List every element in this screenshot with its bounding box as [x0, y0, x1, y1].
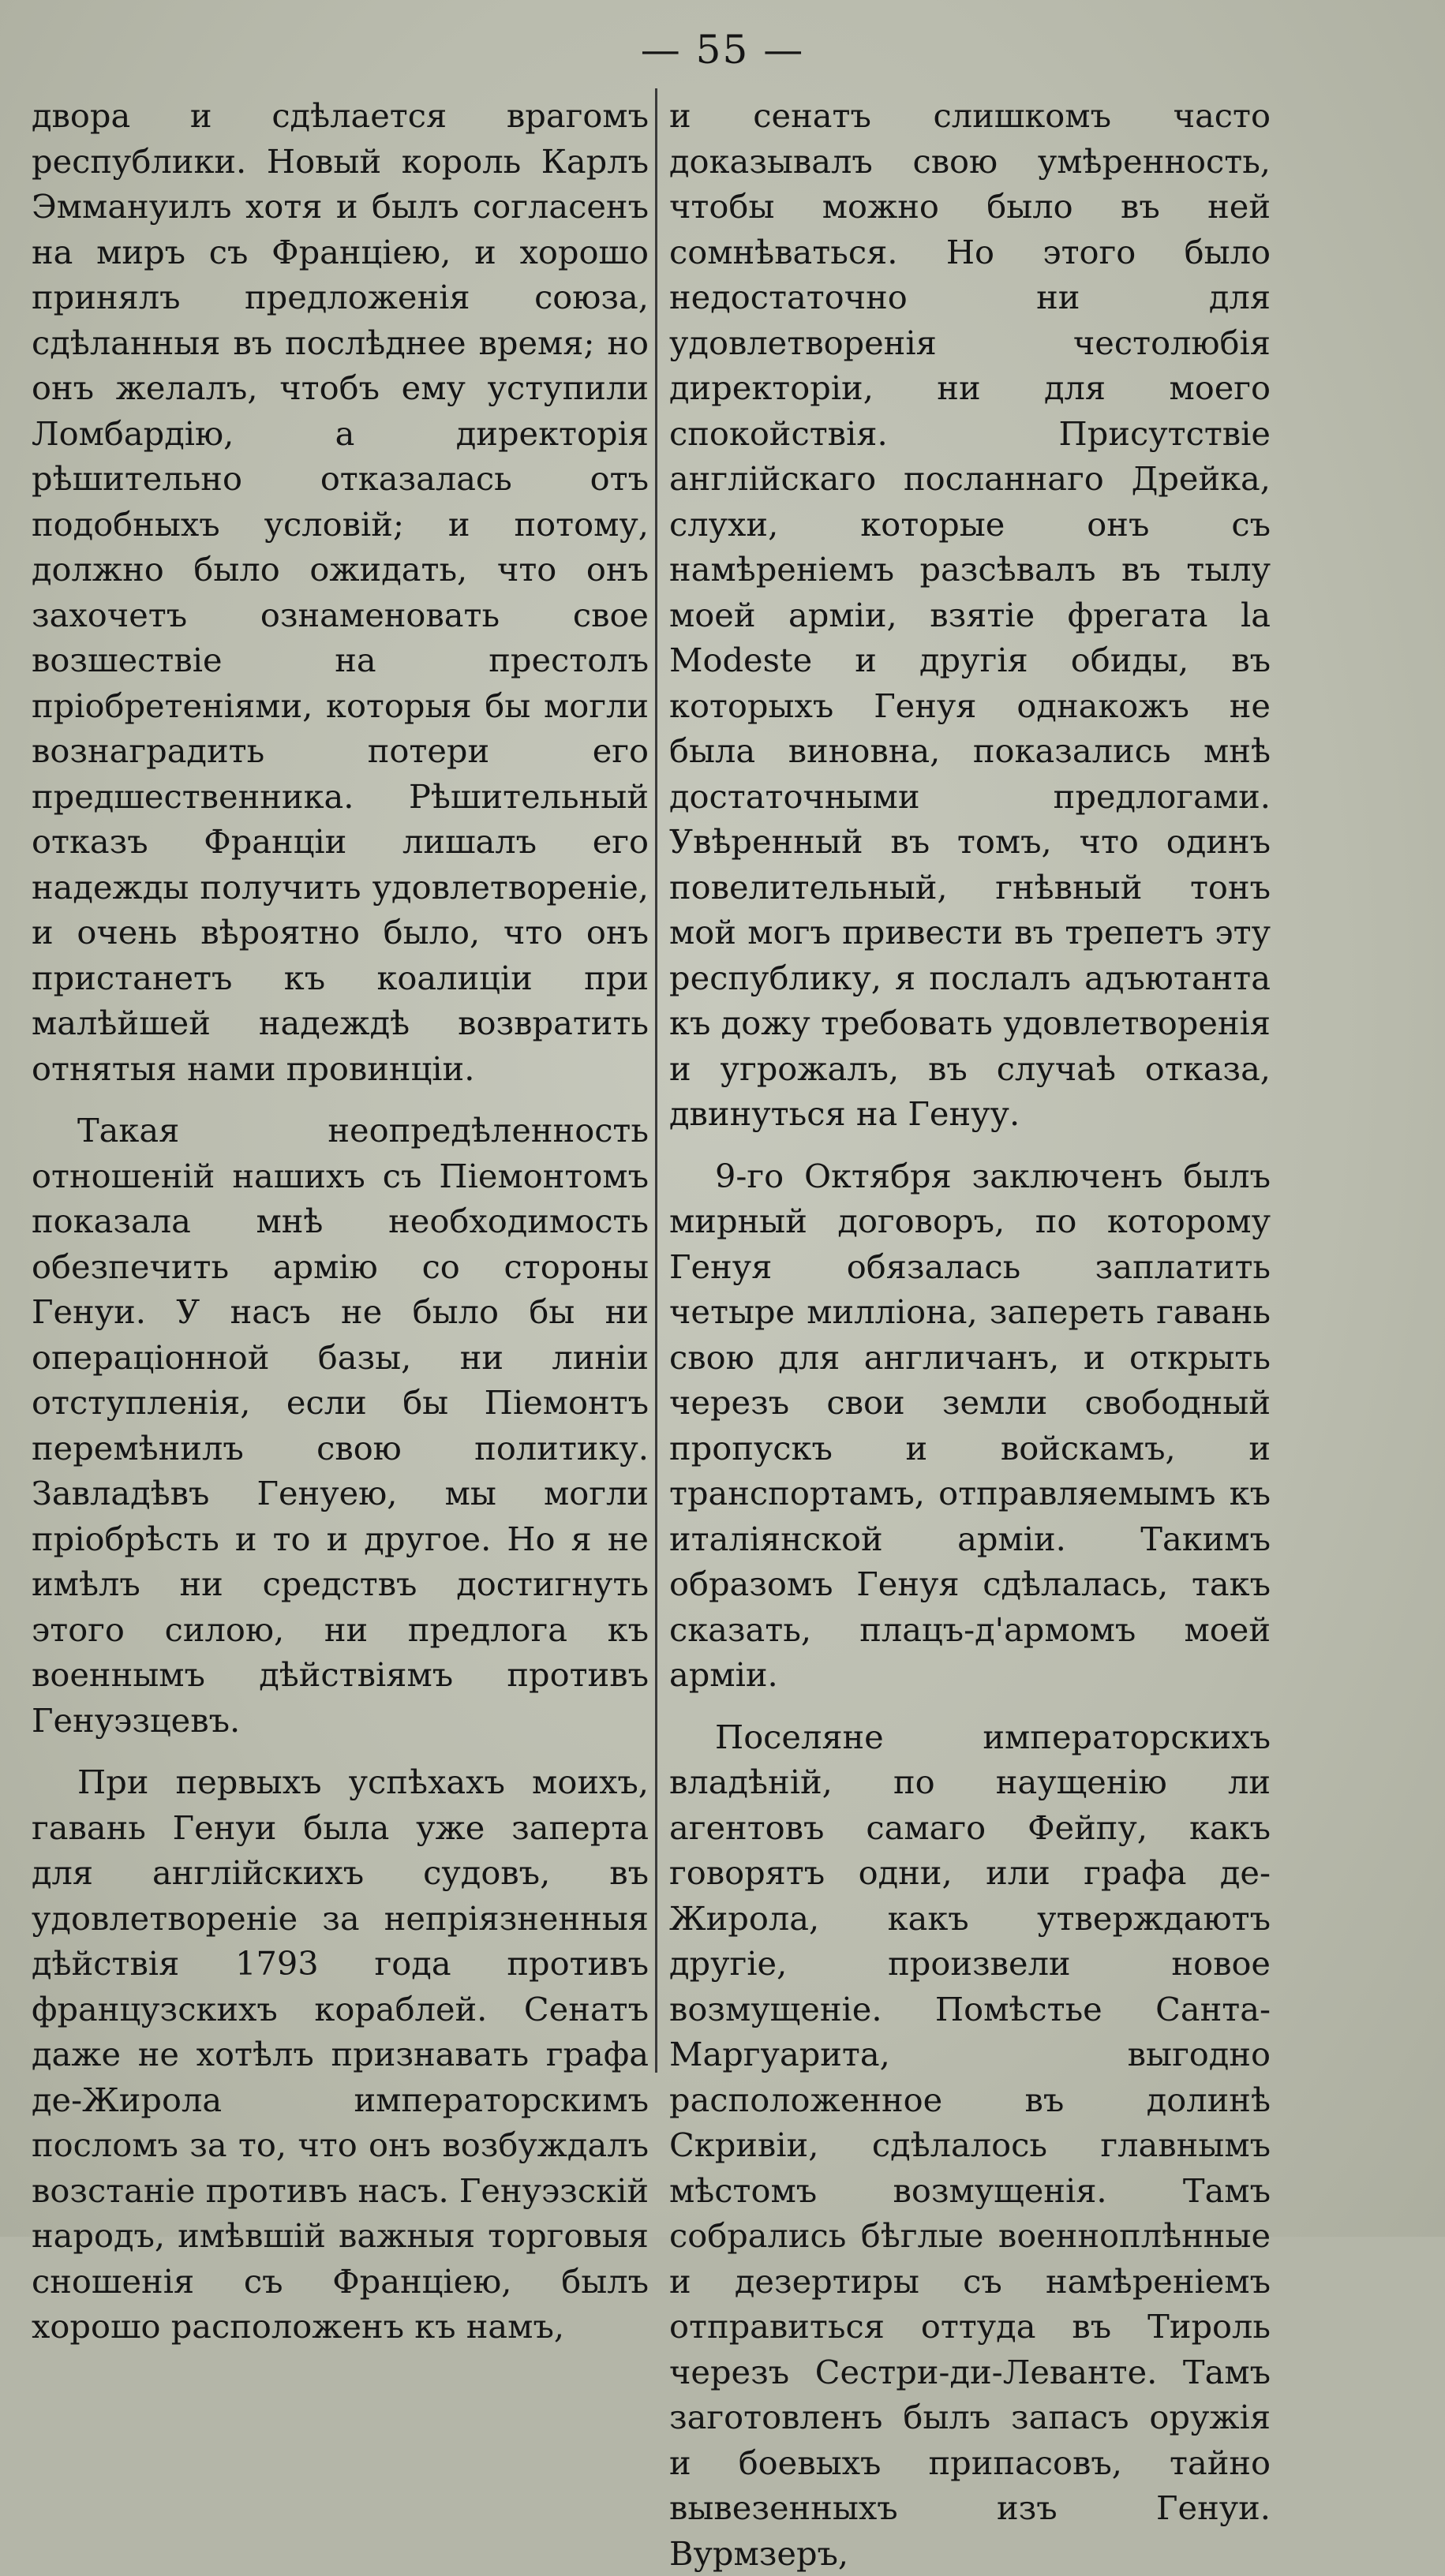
left-column: [32, 93, 649, 2350]
right-paragraph-3: Поселяне императорскихъ владѣнiй, по наущенiю ли агентовъ самаго Фейпу, какъ говорятъ одни, или графа де-Жирола, какъ утверждаютъ другiе, произвели новое возмущенiе. Помѣстье Санта-Маргуарита, выгодно расположенное въ долинѣ Скривiи, сдѣлалось главнымъ мѣстомъ возмущенiя. Тамъ собрались бѣглые военноплѣнные и дезертиры съ намѣренiемъ отправиться оттуда въ Тироль черезъ Сестри-ди-Леванте. Тамъ заготовленъ былъ запасъ оружiя и боевыхъ припасовъ, тайно вывезенныхъ изъ Генуи. Вурмзеръ,: [669, 1714, 1271, 2576]
page-number: — 55 —: [0, 27, 1445, 73]
right-paragraph-1: и сенатъ слишкомъ часто доказывалъ свою умѣренность, чтобы можно было въ ней сомнѣваться. Но этого было недостаточно ни для удовлетворенiя честолюбiя директорiи, ни для моего спокойствiя. Присутствiе англiйскаго посланнаго Дрейка, слухи, которые онъ съ намѣренiемъ разсѣвалъ въ тылу моей армiи, взятiе фрегата la Modeste и другiя обиды, въ которыхъ Генуя однакожъ не была виновна, показались мнѣ достаточными предлогами. Увѣренный въ томъ, что одинъ повелительный, гнѣвный тонъ мой могъ привести въ трепетъ эту республику, я послалъ адъютанта къ дожу требовать удовлетворенiя и угрожалъ, въ случаѣ отказа, двинуться на Генуу.: [669, 93, 1271, 1137]
column-divider: [655, 88, 657, 2073]
left-paragraph-3: При первыхъ успѣхахъ моихъ, гавань Генуи была уже заперта для англiйскихъ судовъ, въ удовлетворенiе за непрiязненныя дѣйствiя 1793 года противъ французскихъ кораблей. Сенатъ даже не хотѣлъ признавать графа де-Жирола императорскимъ посломъ за то, что онъ возбуждалъ возстанiе противъ насъ. Генуэзскiй народъ, имѣвшiй важныя торговыя сношенiя съ Францiею, былъ хорошо расположенъ къ намъ,: [32, 1759, 649, 2350]
right-column: [669, 93, 1271, 2576]
right-paragraph-2: 9-го Октября заключенъ былъ мирный договоръ, по которому Генуя обязалась заплатить четыре миллiона, запереть гавань свою для англичанъ, и открыть черезъ свои земли свободный пропускъ и войскамъ, и транспортамъ, отправляемымъ къ италiянской армiи. Такимъ образомъ Генуя сдѣлалась, такъ сказать, плацъ-д'армомъ моей армiи.: [669, 1153, 1271, 1698]
left-paragraph-2: Такая неопредѣленность отношенiй нашихъ съ Пiемонтомъ показала мнѣ необходимость обезпечить армiю со стороны Генуи. У насъ не было бы ни операцiонной базы, ни линiи отступленiя, если бы Пiемонтъ перемѣнилъ свою политику. Завладѣвъ Генуею, мы могли прiобрѣсть и то и другое. Но я не имѣлъ ни средствъ достигнуть этого силою, ни предлога къ военнымъ дѣйствiямъ противъ Генуэзцевъ.: [32, 1108, 649, 1743]
left-paragraph-1: двора и сдѣлается врагомъ республики. Новый король Карлъ Эммануилъ хотя и былъ согласенъ на миръ съ Францiею, и хорошо принялъ предложенiя союза, сдѣланныя въ послѣднее время; но онъ желалъ, чтобъ ему уступили Ломбардiю, а директорiя рѣшительно отказалась отъ подобныхъ условiй; и потому, должно было ожидать, что онъ захочетъ ознаменовать свое возшествiе на престолъ прiобретенiями, которыя бы могли вознаградить потери его предшественника. Рѣшительный отказъ Францiи лишалъ его надежды получить удовлетворенiе, и очень вѣроятно было, что онъ пристанетъ къ коалицiи при малѣйшей надеждѣ возвратить отнятыя нами провинцiи.: [32, 93, 649, 1091]
